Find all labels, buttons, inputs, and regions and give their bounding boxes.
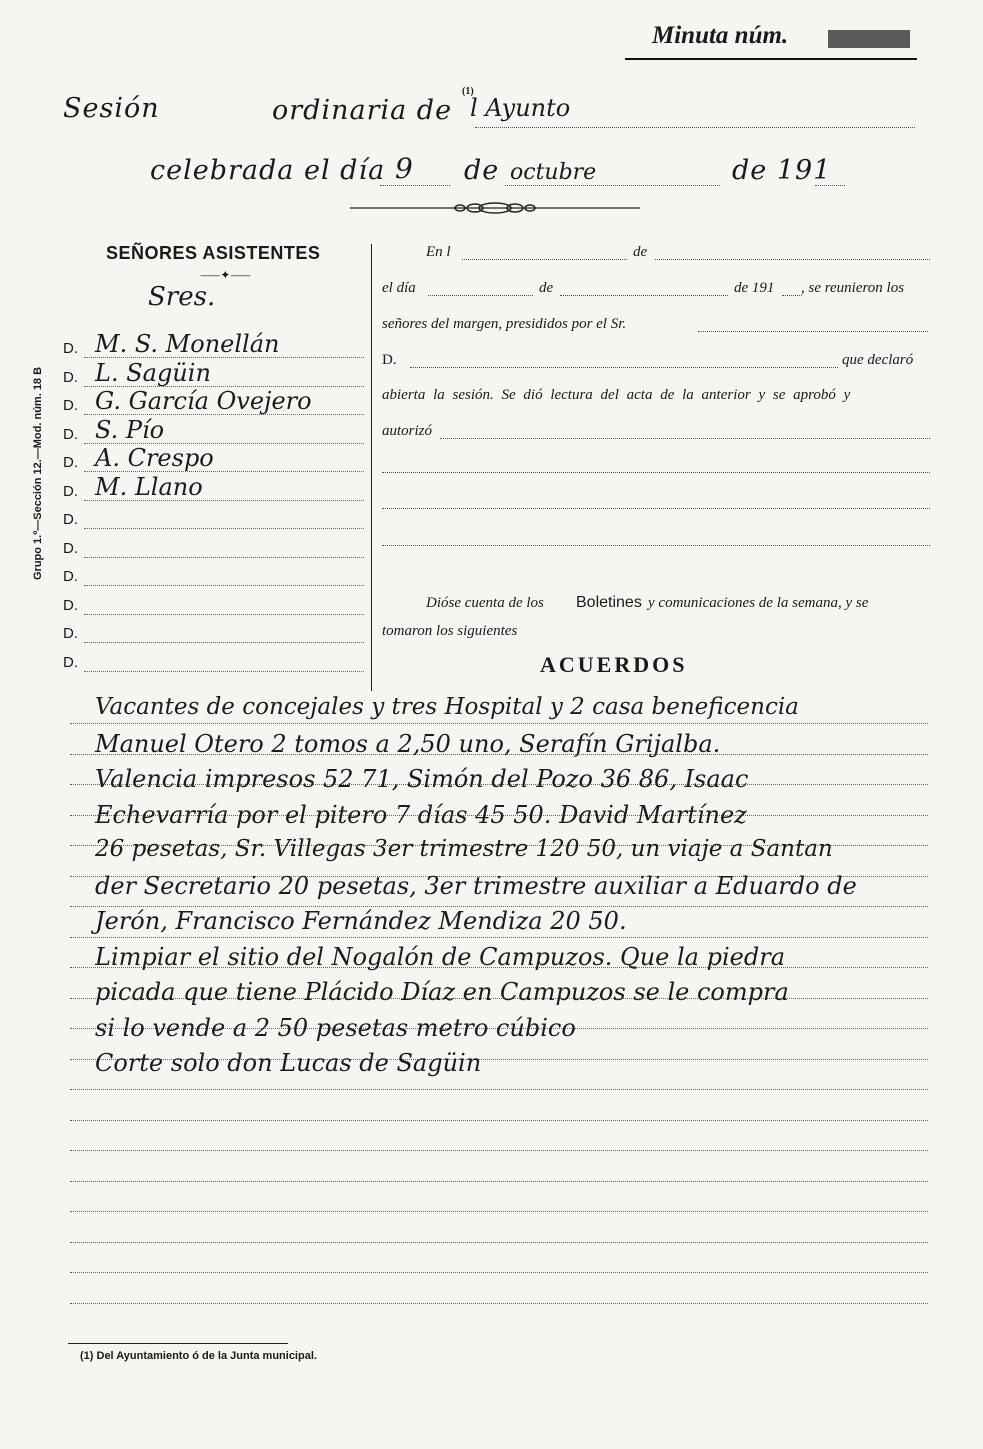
attendees-header-handwritten: Sres. (148, 282, 216, 312)
minute-line: 26 pesetas, Sr. Villegas 3er trimestre 120 50, un viaje a Santan (95, 836, 833, 862)
attendees-heading: SEÑORES ASISTENTES (106, 243, 321, 263)
minute-line: Jerón, Francisco Fernández Mendiza 20 50. (95, 907, 627, 935)
minute-line: Limpiar el sitio del Nogalón de Campuzos. Que la piedra (95, 942, 785, 971)
attendee-prefix: D. (63, 397, 78, 414)
organ-handwritten: l Ayunto (470, 94, 571, 122)
presididos-label: señores del margen, presididos por el Sr. (382, 316, 627, 332)
ruled-line (70, 1272, 928, 1273)
attendee-prefix: D. (63, 653, 78, 671)
footnote-marker: (1) (462, 86, 474, 97)
ruled-line (70, 1120, 928, 1121)
attendee-line (84, 585, 364, 586)
attendee-name: G. García Ovejero (95, 387, 312, 415)
month-handwritten: octubre (510, 160, 597, 185)
minuta-number-box (828, 30, 910, 48)
attendee-name: M. Llano (95, 472, 203, 501)
de-label-2: de (539, 280, 554, 296)
minuta-rule (625, 58, 917, 60)
minute-line: der Secretario 20 pesetas, 3er trimestre auxiliar a Eduardo de (95, 871, 857, 900)
de-label: de (464, 155, 500, 186)
attendee-prefix: D. (63, 511, 78, 528)
blank-line-3 (382, 545, 930, 546)
ruled-line (70, 1089, 928, 1090)
d-line (410, 367, 838, 368)
abierta-label: abierta la sesión. Se dió lectura del acta de la anterior y se aprobó y (382, 387, 851, 403)
day-line (380, 185, 450, 186)
ruled-line (70, 723, 928, 724)
year-label: de 191 (732, 155, 832, 186)
attendee-prefix: D. (63, 454, 78, 471)
ruled-line (70, 1181, 928, 1182)
title-line-1 (475, 127, 915, 128)
diose-boletines: Boletines (576, 594, 642, 611)
de-line-1 (655, 259, 930, 260)
blank-line-2 (382, 508, 930, 509)
de-191-label: de 191 (734, 280, 775, 296)
ruled-line (70, 1242, 928, 1243)
ruled-line (70, 1211, 928, 1212)
de-191-line (782, 295, 802, 296)
d-label: D. (382, 352, 397, 368)
en-label: En l (426, 244, 451, 260)
attendee-prefix: D. (63, 625, 78, 642)
attendee-prefix: D. (63, 425, 78, 443)
ornament-divider (345, 198, 645, 218)
attendee-name: L. Sagüin (95, 358, 211, 387)
year-line (815, 185, 845, 186)
sesion-label: Sesión (63, 93, 160, 124)
day-handwritten: 9 (395, 152, 413, 185)
footnote: (1) Del Ayuntamiento ó de la Junta municipal. (80, 1350, 317, 1362)
attendee-prefix: D. (63, 368, 78, 386)
minute-line: picada que tiene Plácido Díaz en Campuzos se le compra (95, 978, 789, 1006)
month-line (505, 185, 720, 186)
attendee-prefix: D. (63, 340, 78, 357)
minute-line: Manuel Otero 2 tomos a 2,50 uno, Serafín Grijalba. (95, 729, 721, 758)
attendee-line (84, 671, 364, 672)
ruled-line (70, 1303, 928, 1304)
blank-line-1 (382, 472, 930, 473)
autorizo-line (440, 438, 930, 439)
ruled-line (70, 937, 928, 938)
de-line-2 (560, 295, 728, 296)
minute-line: Echevarría por el pitero 7 días 45 50. David Martínez (95, 800, 747, 829)
presidente-line (698, 331, 928, 332)
el-dia-label: el día (382, 280, 416, 296)
minute-line: Corte solo don Lucas de Sagüin (95, 1049, 482, 1077)
de-label-1: de (633, 244, 648, 260)
declaro-label: que declaró (842, 352, 914, 368)
attendee-prefix: D. (63, 568, 78, 585)
diose-label-1: Dióse cuenta de los (426, 595, 544, 611)
form-model-note: Grupo 1.º—Sección 12.—Mod. núm. 18 B (32, 366, 44, 580)
minuta-label: Minuta núm. (652, 22, 789, 49)
autorizo-label: autorizó (382, 423, 433, 439)
attendee-line (84, 642, 364, 643)
attendee-name: M. S. Monellán (95, 330, 280, 358)
tomaron-label: tomaron los siguientes (382, 623, 518, 639)
attendee-line (84, 528, 364, 529)
celebrada-label: celebrada el día (150, 155, 386, 186)
attendee-prefix: D. (63, 596, 78, 614)
minute-line: si lo vende a 2 50 pesetas metro cúbico (95, 1013, 576, 1042)
attendee-prefix: D. (63, 482, 78, 500)
attendee-name: S. Pío (95, 415, 165, 444)
ruled-line (70, 1150, 928, 1151)
column-divider (371, 244, 372, 691)
footnote-rule (68, 1343, 288, 1344)
en-line (462, 259, 627, 260)
attendee-prefix: D. (63, 539, 78, 557)
attendees-ornament: ⸺✦⸺ (200, 268, 251, 282)
diose-label-2: y comunicaciones de la semana, y se (648, 595, 869, 611)
ordinaria-de-label: ordinaria de (272, 95, 453, 126)
acuerdos-heading: ACUERDOS (540, 652, 688, 677)
attendee-line (84, 557, 364, 558)
attendee-name: A. Crespo (95, 444, 214, 472)
minute-line: Valencia impresos 52 71, Simón del Pozo 36 86, Isaac (95, 765, 749, 793)
attendee-line (84, 614, 364, 615)
reunieron-label: , se reunieron los (801, 280, 905, 296)
minute-line: Vacantes de concejales y tres Hospital y 2 casa beneficencia (95, 694, 799, 720)
el-dia-line (428, 295, 533, 296)
